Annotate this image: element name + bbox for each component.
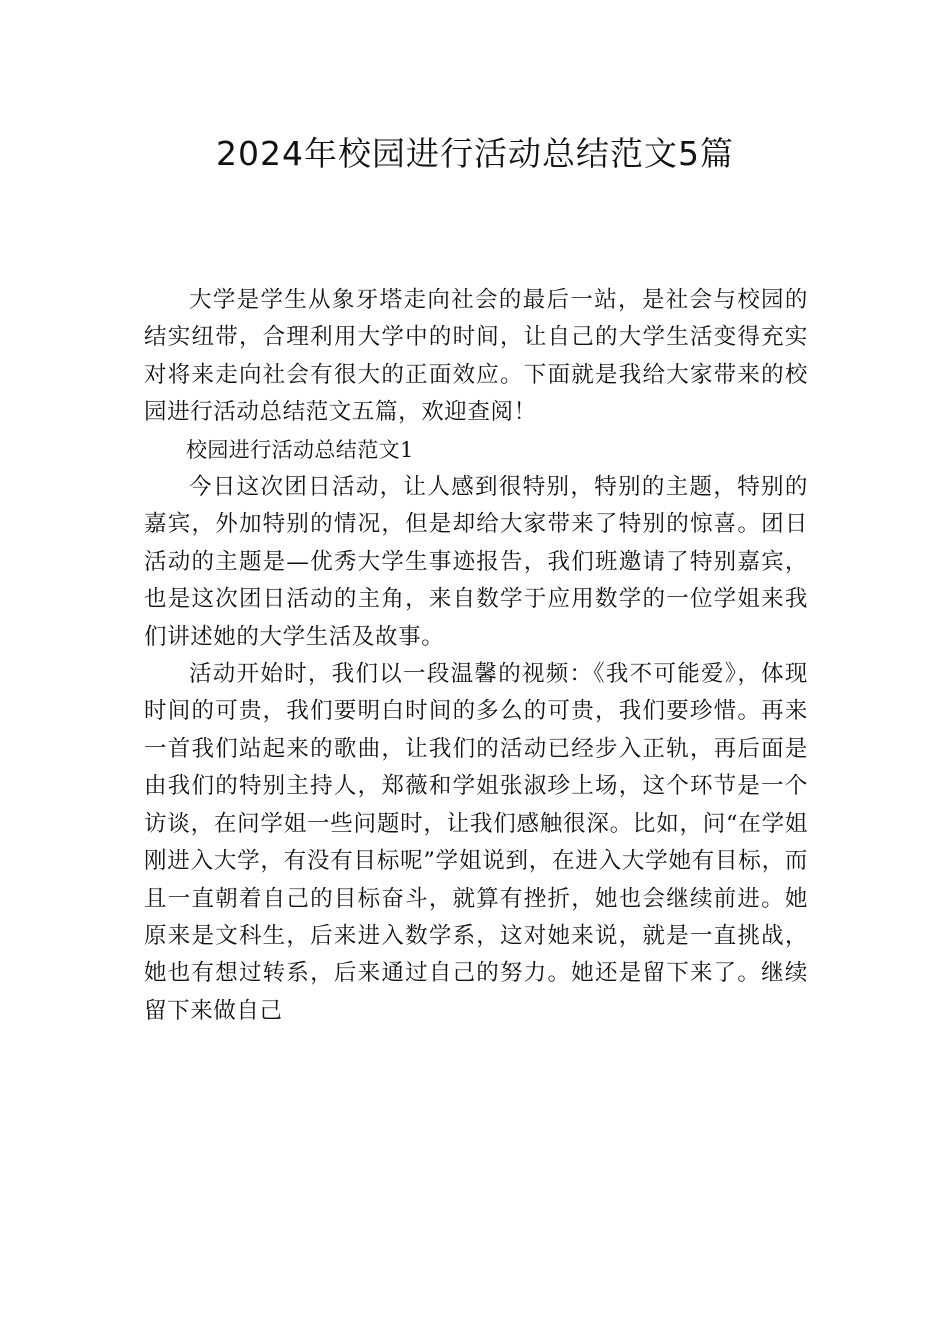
- body-paragraph: 今日这次团日活动，让人感到很特别，特别的主题，特别的嘉宾，外加特别的情况，但是却给大家带来了特别的惊喜。团日活动的主题是—优秀大学生事迹报告，我们班邀请了特别嘉宾，也是这次团日活动的主角，来自数学于应用数学的一位学姐来我们讲述她的大学生活及故事。: [144, 474, 808, 650]
- body-paragraph: 活动开始时，我们以一段温馨的视频：《我不可能爱》，体现时间的可贵，我们要明白时间的多么的可贵，我们要珍惜。再来一首我们站起来的歌曲，让我们的活动已经步入正轨，再后面是由我们的特别主持人，郑薇和学姐张淑珍上场，这个环节是一个访谈，在问学姐一些问题时，让我们感触很深。比如，问“在学姐刚进入大学，有没有目标呢”学姐说到，在进入大学她有目标，而且一直朝着自己的目标奋斗，就算有挫折，她也会继续前进。她原来是文科生，后来进入数学系，这对她来说，就是一直挑战，她也有想过转系，后来通过自己的努力。她还是留下来了。继续留下来做自己: [144, 661, 808, 1024]
- document-body: [144, 282, 808, 1030]
- document-title: 2024年校园进行活动总结范文5篇: [216, 134, 734, 173]
- section-heading: 校园进行活动总结范文1: [186, 437, 414, 462]
- intro-paragraph: 大学是学生从象牙塔走向社会的最后一站，是社会与校园的结实纽带，合理利用大学中的时间，让自己的大学生活变得充实对将来走向社会有很大的正面效应。下面就是我给大家带来的校园进行活动总结范文五篇，欢迎查阅！: [144, 287, 808, 426]
